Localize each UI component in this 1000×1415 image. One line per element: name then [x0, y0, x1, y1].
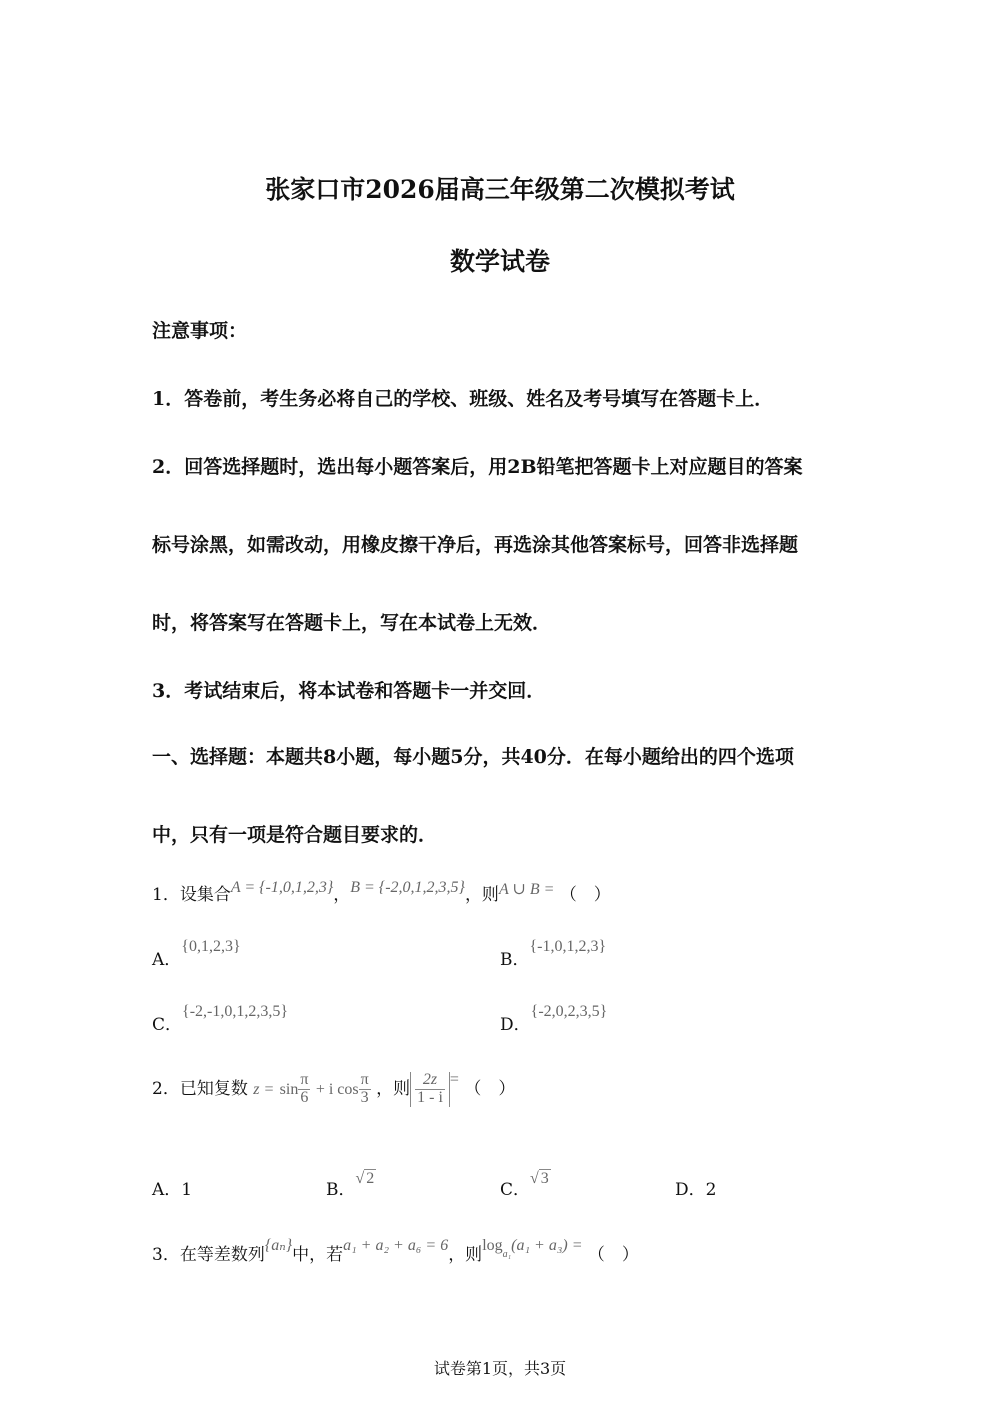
condition: a₁ + a₂ + a₆ = 6: [343, 1237, 449, 1254]
option-value: {-2,-1,0,1,2,3,5}: [182, 1003, 289, 1020]
pi-symbol: π: [360, 1071, 369, 1088]
log-base: a₁: [502, 1249, 512, 1260]
sin-text: sin: [279, 1080, 299, 1098]
notice-item-2-line-2: 标号涂黑，如需改动，用橡皮擦干净后，再选涂其他答案标号，回答非选择题: [152, 534, 799, 556]
fraction-2z-over-1-i: [415, 1072, 445, 1107]
notice-item-2-line-3: 时，将答案写在答题卡上，写在本试卷上无效．: [152, 612, 552, 634]
option-label: C．: [500, 1180, 531, 1200]
question-3-middle: 中，若: [292, 1245, 344, 1265]
option-label: C．: [152, 1015, 183, 1035]
q2-option-b: [326, 1170, 376, 1200]
option-label: A．: [152, 950, 182, 970]
question-1-then: ，则: [464, 885, 499, 905]
question-2-then: ，则: [376, 1078, 411, 1099]
equals: =: [449, 1070, 459, 1088]
question-2: [152, 1072, 515, 1107]
q1-option-d: [500, 1003, 608, 1035]
question-3: [152, 1237, 639, 1266]
sqrt-3: √ 3: [530, 1170, 549, 1187]
fraction-pi-3: [359, 1072, 371, 1107]
numerator: 2z: [422, 1071, 438, 1088]
option-label: B．: [500, 950, 530, 970]
option-value: {-1,0,1,2,3}: [529, 938, 607, 955]
option-value: {0,1,2,3}: [181, 938, 241, 955]
union-expr: A ∪ B =: [498, 881, 555, 898]
notice-item-3: 3．考试结束后，将本试卷和答题卡一并交回．: [152, 680, 546, 702]
log-argument: (a₁ + a₃) =: [511, 1237, 583, 1254]
three: 3: [359, 1089, 371, 1107]
question-3-prefix: 3．在等差数列: [152, 1245, 265, 1265]
notice-item-1: 1．答卷前，考生务必将自己的学校、班级、姓名及考号填写在答题卡上．: [152, 388, 774, 410]
question-3-then: ，则: [448, 1245, 483, 1265]
sqrt-2: √ 2: [355, 1170, 375, 1187]
fraction-pi-6: [298, 1072, 310, 1107]
pi-symbol: π: [300, 1071, 309, 1088]
exam-subject: 数学试卷: [449, 247, 550, 276]
set-b: B = {-2,0,1,2,3,5}: [350, 879, 465, 896]
section-1-heading-line-2: 中，只有一项是符合题目要求的．: [152, 824, 438, 846]
q1-option-a: [152, 938, 241, 970]
page-footer: 试卷第1页，共3页: [433, 1359, 567, 1378]
set-a: A = {-1,0,1,2,3}: [230, 879, 334, 896]
answer-paren: （ ）: [559, 885, 611, 905]
sequence: {aₙ}: [264, 1237, 293, 1254]
q2-option-d: D．2: [675, 1180, 717, 1200]
option-value: {-2,0,2,3,5}: [530, 1003, 608, 1020]
answer-paren: （ ）: [464, 1078, 516, 1099]
notice-heading: 注意事项：: [152, 320, 248, 342]
plus-i-cos: + i cos: [315, 1080, 359, 1098]
z-eq: z =: [253, 1080, 275, 1098]
question-1: [152, 880, 611, 905]
q1-option-c: [152, 1003, 289, 1035]
notice-item-2-line-1: 2．回答选择题时，选出每小题答案后，用2B铅笔把答题卡上对应题目的答案: [152, 456, 803, 478]
denominator: 1 - i: [417, 1088, 443, 1106]
section-1-heading-line-1: 一、选择题：本题共8小题，每小题5分，共40分．在每小题给出的四个选项: [152, 746, 794, 768]
question-2-prefix: 2．已知复数: [152, 1078, 248, 1099]
q1-option-b: [500, 938, 607, 970]
question-1-comma: ，: [333, 885, 351, 905]
q2-option-c: [500, 1170, 551, 1200]
answer-paren: （ ）: [587, 1245, 639, 1265]
option-label: B．: [326, 1180, 356, 1200]
question-1-prefix: 1．设集合: [152, 885, 231, 905]
six: 6: [298, 1089, 310, 1107]
log-text: log: [482, 1237, 503, 1254]
exam-title: 张家口市2026届高三年级第二次模拟考试: [265, 175, 735, 204]
option-label: D．: [500, 1015, 531, 1035]
modulus-expr: [410, 1072, 450, 1107]
q2-option-a: A．1: [152, 1180, 193, 1200]
